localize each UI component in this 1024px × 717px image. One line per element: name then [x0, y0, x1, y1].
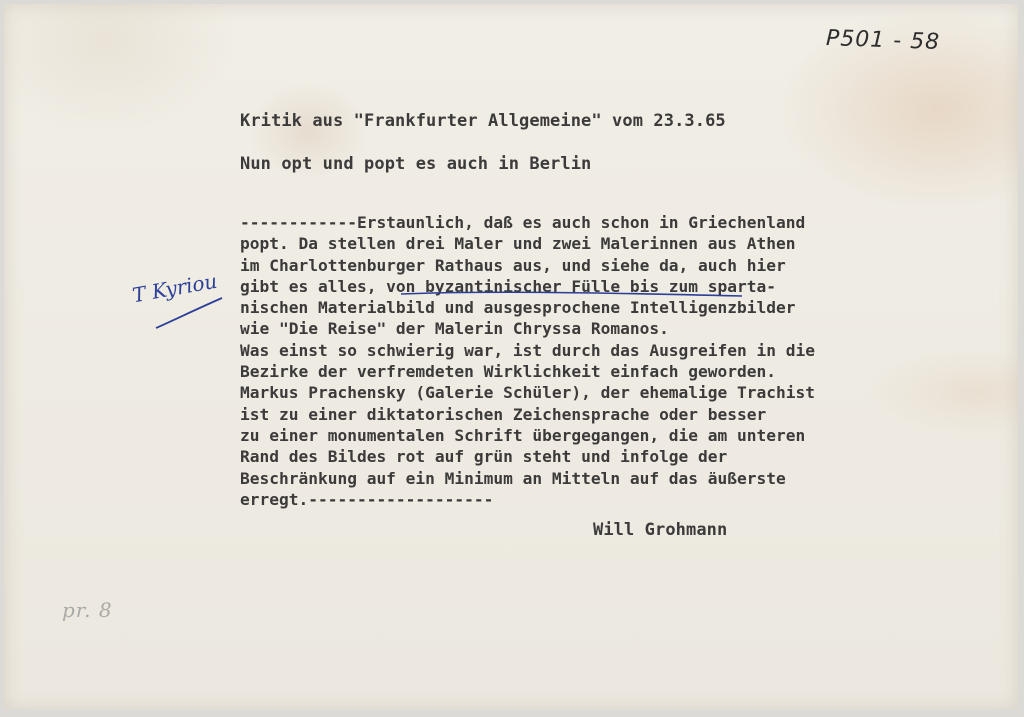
body-line: Was einst so schwierig war, ist durch das Ausgreifen in die	[240, 340, 815, 360]
handwritten-margin-note: T Kyriou	[130, 268, 219, 308]
ink-underline	[399, 288, 744, 302]
article-body	[240, 212, 980, 510]
body-line: zu einer monumentalen Schrift übergegangen, die am unteren	[240, 425, 806, 445]
archive-reference-note: P501 - 58	[825, 26, 941, 55]
body-line: erregt.-------------------	[240, 489, 494, 509]
paper-sheet	[4, 4, 1018, 710]
body-line: im Charlottenburger Rathaus aus, und siehe da, auch hier	[240, 255, 786, 275]
body-line: popt. Da stellen drei Maler und zwei Malerinnen aus Athen	[240, 234, 796, 254]
body-line: Bezirke der verfremdeten Wirklichkeit einfach geworden.	[240, 362, 777, 382]
pencil-annotation: pr. 8	[62, 598, 113, 622]
body-line: Beschränkung auf ein Minimum an Mitteln auf das äußerste	[240, 468, 786, 488]
body-line: ------------Erstaunlich, daß es auch schon in Griechenland	[240, 213, 806, 232]
document-header: Kritik aus "Frankfurter Allgemeine" vom 23.3.65	[240, 111, 726, 131]
body-line: ist zu einer diktatorischen Zeichensprache oder besser	[240, 404, 767, 424]
body-line: wie "Die Reise" der Malerin Chryssa Romanos.	[240, 319, 669, 339]
body-line: gibt es alles, von byzantinischer Fülle bis zum sparta-	[240, 276, 777, 296]
body-line: Markus Prachensky (Galerie Schüler), der ehemalige Trachist	[240, 383, 815, 403]
body-line: nischen Materialbild und ausgesprochene Intelligenzbilder	[240, 298, 796, 318]
article-title: Nun opt und popt es auch in Berlin	[240, 154, 592, 174]
handwritten-stroke	[154, 294, 224, 330]
author-signature: Will Grohmann	[593, 520, 728, 540]
body-line: Rand des Bildes rot auf grün steht und infolge der	[240, 447, 728, 467]
